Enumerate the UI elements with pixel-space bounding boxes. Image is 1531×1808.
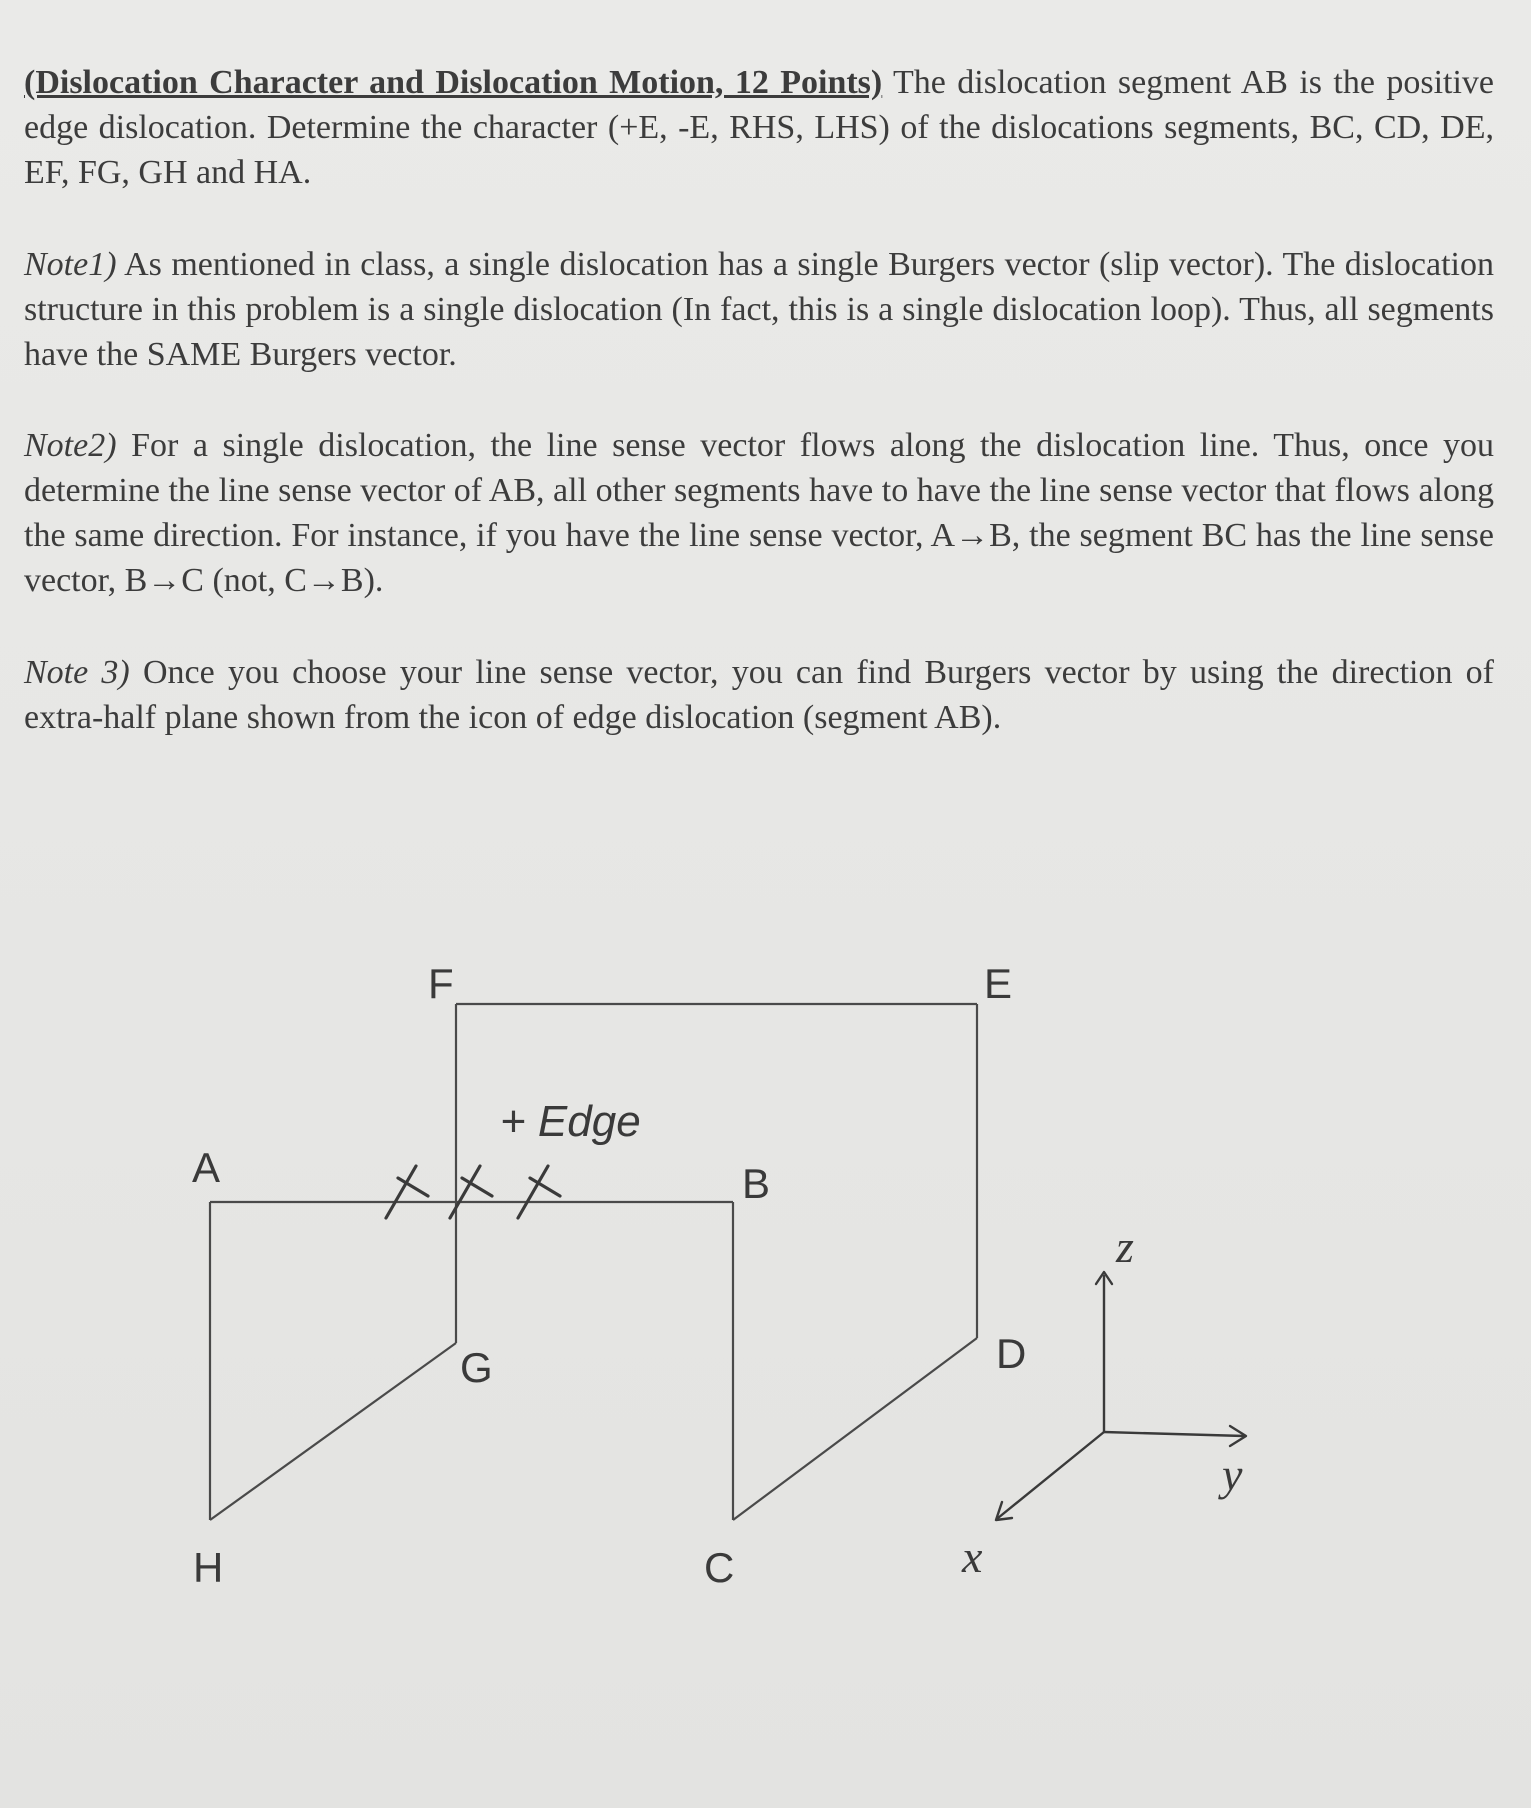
x-axis-line (998, 1432, 1104, 1518)
note-3-label: Note 3) (24, 654, 130, 691)
note-2-label: Note2) (24, 427, 117, 464)
coordinate-axes (996, 1272, 1246, 1520)
point-label-D: D (996, 1330, 1027, 1377)
segment-GH (210, 1343, 456, 1520)
problem-title: (Dislocation Character and Dislocation Motion, 12 Points) (24, 64, 883, 101)
point-label-H: H (193, 1544, 224, 1591)
dislocation-loop (210, 1004, 977, 1520)
point-label-E: E (984, 960, 1013, 1007)
note-1-text: As mentioned in class, a single dislocation has a single Burgers vector (slip vector). The dislocation structure in this problem is a single dislocation (In fact, this is a single dislocation loop). Thus, all segments have the SAME Burgers vector. (24, 246, 1494, 373)
point-label-F: F (428, 960, 454, 1007)
point-label-A: A (192, 1144, 221, 1191)
point-label-C: C (704, 1544, 735, 1591)
axis-label-z: z (1116, 1221, 1134, 1272)
y-axis-line (1104, 1432, 1244, 1436)
axis-label-x: x (962, 1531, 983, 1582)
point-label-G: G (460, 1344, 493, 1391)
edge-dislocation-symbols (386, 1166, 560, 1218)
point-label-B: B (742, 1160, 771, 1207)
edge-symbol-3 (518, 1166, 560, 1218)
edge-label: + Edge (500, 1097, 641, 1146)
note-3-text: Once you choose your line sense vector, you can find Burgers vector by using the direction of extra-half plane shown from the icon of edge dislocation (segment AB). (24, 654, 1494, 736)
axis-label-y: y (1222, 1449, 1243, 1500)
segment-CD (733, 1338, 977, 1520)
note-1-label: Note1) (24, 246, 117, 283)
problem-body: The dislocation segment AB is the positive edge dislocation. Determine the character (+E, -E, RHS, LHS) of the dislocations segments, BC, CD, DE, EF, FG, GH and HA. (24, 64, 1494, 191)
note-2-text: For a single dislocation, the line sense vector flows along the dislocation line. Thus, once you determine the line sense vector of AB, all other segments have to have the line sense vector that flows along the same direction. For instance, if you have the line sense vector, A→B, the segment BC has the line sense vector, B→C (not, C→B). (24, 427, 1494, 599)
edge-symbol-1 (386, 1166, 428, 1218)
